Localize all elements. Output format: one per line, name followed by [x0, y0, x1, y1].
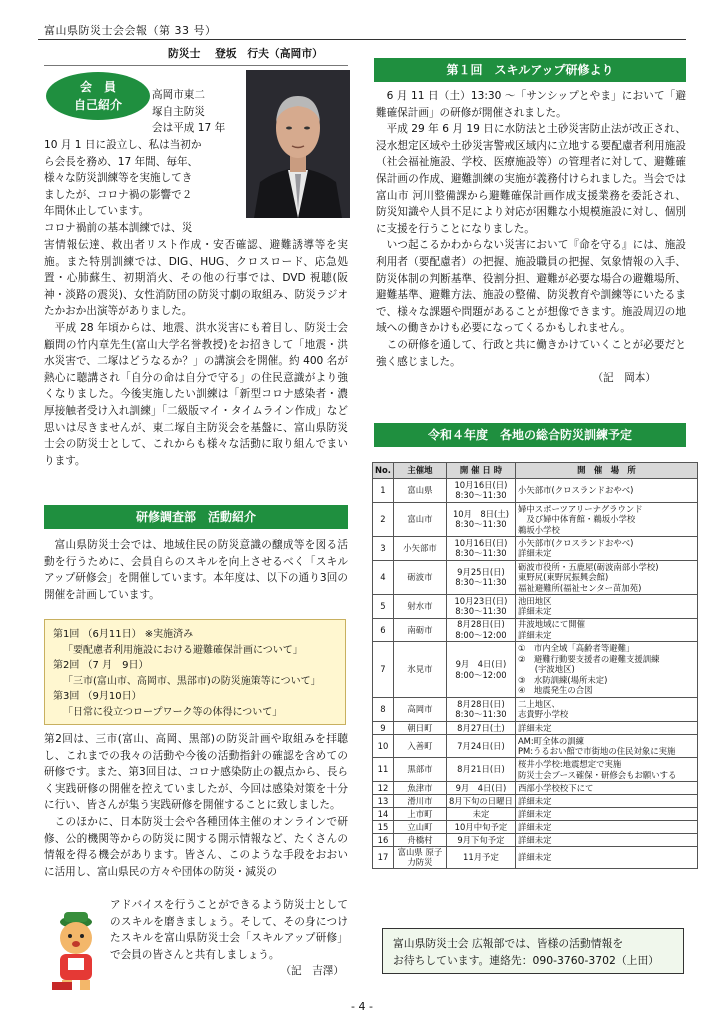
- place-line: 福祉避難所(福祉センター苗加苑): [517, 582, 642, 593]
- place-line: 東野尻(東野尻振興会館): [517, 572, 609, 583]
- table-row: [373, 807, 698, 820]
- skill-paragraph-1: 6 月 11 日（土）13:30 ～「サンシップとやま」において「避難確保計画」の研修が開催されました。: [376, 90, 686, 119]
- cell-place: [515, 642, 697, 698]
- cell-no: 16: [373, 833, 394, 846]
- date-line: 8:30～11:30: [455, 577, 507, 588]
- cell-date: [446, 502, 515, 536]
- cell-place: [515, 536, 697, 560]
- cell-date: [446, 833, 515, 846]
- place-line: 桜井小学校:地震想定で実施: [517, 759, 622, 770]
- activity-paragraph-2: 第2回は、三市(富山、高岡、黒部)の防災計画や取組みを拝聴し、これまでの我々の活動や今後の活動指針の確認を含めての研修です。また、第3回目は、コロナ感染防止の観点から、長らく実践研修の開催を控えていましたが、今回は感染対策を十分に行い、皆さんが集う実践研修を開催することに致しました。: [44, 733, 348, 812]
- place-line: ① 市内全域「高齢者等避難」: [517, 643, 635, 654]
- cell-place: [515, 781, 697, 794]
- cell-date: [446, 734, 515, 758]
- place-line: PM:うるおい館で市街地の住民対象に実施: [517, 746, 676, 757]
- profile-paragraph-2: 平成 28 年頃からは、地震、洪水災害にも着目し、防災士会顧問の竹内章先生(富山大学名誉教授)をお招きして「地震・洪水災害で、二塚はどうなるか？」の講演会を開催。約 400 名が熱心に聴講され「自分の命は自分で守る」の住民意識がより強くなりました。今後実施したい訓練は「新型コロナ感染者・濃厚接触者受け入れ訓練」「二級版マイ・タイムライン作成」など思いは尽きませんが、東二塚自主防災会を基盤に、富山県防災士会の防災士として、これからも様々な活動に取り組んでまいります。: [44, 321, 348, 467]
- cell-place: [515, 618, 697, 642]
- author-name: 防災士 登坂 行夫（高岡市）: [168, 47, 323, 60]
- place-line: 砺波市役所・五鹿屋(砺波南部小学校): [517, 561, 659, 572]
- cell-host: 射水市: [393, 594, 446, 618]
- cell-date: [446, 618, 515, 642]
- place-line: 婦中スポーツアリーナグラウンド: [517, 503, 643, 514]
- date-line: 8:30～11:30: [455, 548, 507, 559]
- place-line: 志貴野小学校: [517, 709, 569, 720]
- table-row: [373, 594, 698, 618]
- cell-place: [515, 594, 697, 618]
- column-header: 開 催 日 時: [446, 463, 515, 479]
- place-line: 詳細未定: [517, 548, 552, 559]
- drill-heading: [374, 423, 686, 447]
- cell-place: [515, 794, 697, 807]
- contact-line-2: お待ちしています。連絡先：090-3760-3702（上田）: [393, 954, 660, 967]
- date-line: 8:00～12:00: [455, 629, 507, 640]
- cell-place: [515, 502, 697, 536]
- activity-heading: [44, 505, 348, 529]
- skill-paragraph-3: いつ起こるかわからない災害において『命を守る』には、施設利用者（要配慮者）の把握、施設職員の把握、気象情報の入手、防災体制の判断基準、役割分担、避難が必要な場合の避難場所、避難基準、避難方法、施設の整備、防災教育や訓練等にいたるまで、様々な課題や問題があることが想像できます。施設周辺の地域への働きかけも必要になってくるかもしれません。: [376, 239, 686, 335]
- cell-date: [446, 758, 515, 782]
- column-header: No.: [373, 463, 394, 479]
- table-row: [373, 758, 698, 782]
- cell-host: 高岡市: [393, 698, 446, 722]
- cell-place: [515, 734, 697, 758]
- date-line: 8:30～11:30: [455, 490, 507, 501]
- drill-heading-text: 令和４年度 各地の総合防災訓練予定: [427, 428, 632, 442]
- date-line: 7月24日(日): [457, 740, 505, 751]
- date-line: 10月16日(日): [454, 479, 508, 490]
- date-line: 未定: [472, 808, 490, 819]
- date-line: 8月下旬の日曜日: [448, 795, 513, 806]
- place-line: 防災士会ブース確保・研修会もお願いする: [517, 769, 677, 780]
- place-line: 小矢部市(クロスランドおやべ): [517, 485, 634, 496]
- place-line: 詳細未定: [517, 629, 552, 640]
- skill-heading-text: 第１回 スキルアップ研修より: [446, 63, 614, 77]
- cell-place: [515, 560, 697, 594]
- cell-no: 4: [373, 560, 394, 594]
- cell-no: 2: [373, 502, 394, 536]
- activity-paragraph-3: このほかに、日本防災士会や各種団体主催のオンラインで研修、公的機関等からの防災に関する開示情報など、たくさんの情報を得る機会があります。皆さん、このような手段をおおいに活用し、富山県民の方々や団体の防災・減災の: [44, 815, 348, 878]
- date-line: 8:00～12:00: [455, 669, 507, 680]
- place-line: 鵜坂小学校: [517, 524, 560, 535]
- skill-paragraph-2: 平成 29 年 6 月 19 日に水防法と土砂災害防止法が改正され、浸水想定区域や土砂災害警戒区域内に立地する要配慮者利用施設（社会福祉施設、学校、医療施設等）の管理者に対して、避難確保計画の作成、避難訓練の実施が義務付けられました。当会では富山市 河川整備課から避難確保計画作成支援業務を委託され、防災知識や人員不足により対応が困難な小規模施設に対し、個別に支援を行うことになりました。: [376, 123, 686, 235]
- plan-line: 「三市(富山市、高岡市、黒部市)の防災施策等について」: [63, 675, 321, 687]
- date-line: 8月28日(日): [457, 698, 505, 709]
- place-line: AM:町全体の訓練: [517, 735, 584, 746]
- cell-date: [446, 479, 515, 503]
- badge-line-1: 会 員: [79, 80, 116, 94]
- cell-place: [515, 721, 697, 734]
- cell-place: [515, 758, 697, 782]
- date-line: 8:30～11:30: [455, 709, 507, 720]
- cell-place: [515, 833, 697, 846]
- wide-line: 年間休止しています。: [44, 205, 150, 218]
- skill-signature: （記 岡本）: [592, 372, 656, 385]
- date-line: 10月中旬予定: [454, 821, 508, 832]
- member-intro-badge: [46, 72, 150, 120]
- date-line: 10月16日(日): [454, 537, 508, 548]
- cell-no: 14: [373, 807, 394, 820]
- table-row: [373, 479, 698, 503]
- column-header: 開 催 場 所: [515, 463, 697, 479]
- contact-line-1: 富山県防災士会 広報部では、皆様の活動情報を: [393, 937, 624, 950]
- cell-date: [446, 846, 515, 868]
- cell-host: 黒部市: [393, 758, 446, 782]
- table-row: [373, 536, 698, 560]
- table-row: [373, 642, 698, 698]
- profile-body: [44, 237, 348, 469]
- cell-no: 6: [373, 618, 394, 642]
- cell-no: 11: [373, 758, 394, 782]
- place-line: 及び婦中体育館・鵜坂小学校: [517, 514, 636, 525]
- author-divider: [44, 65, 348, 66]
- place-line: 西部小学校校下にて: [517, 782, 594, 793]
- table-header-row: [373, 463, 698, 479]
- cell-host: 立山町: [393, 820, 446, 833]
- table-row: [373, 734, 698, 758]
- cell-place: [515, 479, 697, 503]
- wide-line: ら会長を務め、17 年間、毎年、: [44, 155, 199, 168]
- cell-host: 舟橋村: [393, 833, 446, 846]
- cell-place: [515, 807, 697, 820]
- skill-paragraph-4: この研修を通して、行政と共に働きかけていくことが必要だと強く感じました。: [376, 338, 686, 368]
- plan-line: 「要配慮者利用施設における避難確保計画について」: [63, 644, 303, 656]
- date-line: 10月 8日(土): [452, 508, 509, 519]
- wide-line: 10 月 1 日に設立し、私は当初か: [44, 139, 202, 151]
- cell-place: [515, 698, 697, 722]
- place-line: 詳細未定: [517, 722, 552, 733]
- table-row: [373, 698, 698, 722]
- plan-line: 「日常に役立つロープワーク等の体得について」: [63, 706, 283, 718]
- place-line: ④ 地震発生の合図: [517, 685, 593, 696]
- cell-date: [446, 642, 515, 698]
- cell-no: 10: [373, 734, 394, 758]
- page-number: - 4 -: [351, 1000, 373, 1013]
- table-row: [373, 781, 698, 794]
- date-line: 8:30～11:30: [455, 519, 507, 530]
- cell-date: [446, 820, 515, 833]
- activity-intro: [44, 537, 348, 603]
- place-line: 詳細未定: [517, 834, 552, 845]
- profile-wide-text: [44, 137, 244, 237]
- date-line: 9月 4日(日): [455, 782, 507, 793]
- wide-line: ましたが、コロナ禍の影響で２: [44, 188, 193, 201]
- cell-no: 3: [373, 536, 394, 560]
- lead-line: 高岡市東二: [152, 89, 205, 101]
- activity-body-cont: [110, 897, 348, 980]
- date-line: 8月21日(日): [457, 764, 505, 775]
- place-line: 詳細未定: [517, 795, 552, 806]
- mascot-icon: [46, 902, 106, 994]
- place-line: 井波地域にて開催: [517, 619, 585, 630]
- cell-host: 上市町: [393, 807, 446, 820]
- place-line: 詳細未定: [517, 821, 552, 832]
- cell-date: [446, 721, 515, 734]
- place-line: 池田地区: [517, 595, 552, 606]
- cell-no: 9: [373, 721, 394, 734]
- place-line: ③ 水防訓練(場所未定): [517, 674, 608, 685]
- profile-lead-text: [152, 87, 244, 137]
- table-row: [373, 833, 698, 846]
- cell-host: 砺波市: [393, 560, 446, 594]
- place-line: 二上地区、: [517, 698, 560, 709]
- activity-heading-text: 研修調査部 活動紹介: [135, 510, 256, 524]
- table-row: [373, 846, 698, 868]
- place-line: (宇波地区): [517, 664, 575, 675]
- cell-date: [446, 781, 515, 794]
- cell-no: 17: [373, 846, 394, 868]
- cell-no: 13: [373, 794, 394, 807]
- cell-place: [515, 820, 697, 833]
- skill-body: [376, 88, 686, 387]
- place-line: 詳細未定: [517, 808, 552, 819]
- lead-line: 会は平成 17 年: [152, 122, 226, 135]
- cell-date: [446, 698, 515, 722]
- cell-host: 滑川市: [393, 794, 446, 807]
- profile-paragraph-1: 害情報伝達、救出者リスト作成・安否確認、避難誘導等を実施。また特別訓練では、DIG、HUG、クロスロード、応急処置・心肺蘇生、初期消火、その他の行事では、DVD 視聴(阪神・淡路の震災)、女性消防団の防災寸劇の取組み、防災ラジオたかおか出演等がありました。: [44, 239, 348, 318]
- page-header: 富山県防災士会会報（第 33 号）: [44, 24, 217, 37]
- date-line: 9月下旬予定: [457, 834, 505, 845]
- cell-no: 7: [373, 642, 394, 698]
- cell-place: [515, 846, 697, 868]
- cell-host: 富山市: [393, 502, 446, 536]
- contact-box: [382, 928, 684, 974]
- place-line: ② 避難行動要支援者の避難支援訓練: [517, 653, 660, 664]
- date-line: 9月 4日(日): [455, 659, 507, 670]
- cell-date: [446, 794, 515, 807]
- date-line: 8月28日(日): [457, 619, 505, 630]
- date-line: 8:30～11:30: [455, 606, 507, 617]
- table-row: [373, 502, 698, 536]
- cell-no: 12: [373, 781, 394, 794]
- activity-paragraph-1: 富山県防災士会では、地域住民の防災意識の醸成等を図る活動を行うために、会員自らのスキルを向上させるべく「スキルアップ研修会」を開催しています。本年度は、以下の通り3回の開催を計画しています。: [44, 539, 348, 601]
- cell-date: [446, 560, 515, 594]
- table-row: [373, 618, 698, 642]
- plan-line: 第2回 （7 月 9日）: [53, 660, 149, 672]
- table-row: [373, 721, 698, 734]
- mascot-illustration: [46, 902, 106, 994]
- place-line: 小矢部市(クロスランドおやべ): [517, 537, 634, 548]
- cell-no: 1: [373, 479, 394, 503]
- date-line: 10月23日(日): [454, 595, 508, 606]
- wide-line: 様々な防災訓練等を実施してき: [44, 172, 193, 185]
- cell-host: 小矢部市: [393, 536, 446, 560]
- place-line: 詳細未定: [517, 606, 552, 617]
- table-body: [373, 479, 698, 869]
- member-portrait-photo: [246, 70, 350, 218]
- cell-host: 魚津市: [393, 781, 446, 794]
- portrait-illustration: [246, 70, 350, 218]
- header-divider: [38, 39, 686, 40]
- activity-paragraph-3-cont: アドバイスを行うことができるよう防災士としてのスキルを磨きましょう。そして、その身につけたスキルを富山県防災士会「スキルアップ研修」で会員の皆さんと共有しましょう。: [110, 899, 348, 961]
- table-row: [373, 560, 698, 594]
- training-plan-box: [44, 619, 346, 725]
- table-row: [373, 820, 698, 833]
- cell-no: 5: [373, 594, 394, 618]
- cell-host: 富山県: [393, 479, 446, 503]
- column-header: 主催地: [393, 463, 446, 479]
- cell-host: 富山県 原子力防災: [393, 846, 446, 868]
- cell-no: 15: [373, 820, 394, 833]
- cell-no: 8: [373, 698, 394, 722]
- drill-schedule-table: [372, 462, 698, 869]
- cell-host: 朝日町: [393, 721, 446, 734]
- date-line: 8月27日(土): [457, 722, 505, 733]
- plan-line: 第1回 （6月11日） ※実施済み: [53, 629, 194, 640]
- cell-host: 南砺市: [393, 618, 446, 642]
- cell-date: [446, 807, 515, 820]
- plan-line: 第3回 （9月10日）: [53, 691, 142, 703]
- cell-host: 入善町: [393, 734, 446, 758]
- cell-date: [446, 536, 515, 560]
- cell-host: 氷見市: [393, 642, 446, 698]
- badge-line-2: 自己紹介: [73, 98, 122, 112]
- date-line: 11月予定: [463, 852, 499, 863]
- place-line: 詳細未定: [517, 852, 552, 863]
- table-row: [373, 794, 698, 807]
- skill-heading: [374, 58, 686, 82]
- activity-signature: （記 吉澤）: [280, 965, 344, 978]
- cell-date: [446, 594, 515, 618]
- activity-body: [44, 731, 348, 880]
- lead-line: 塚自主防災: [152, 105, 205, 118]
- date-line: 9月25日(日): [457, 566, 505, 577]
- wide-line: コロナ禍前の基本訓練では、災: [44, 221, 193, 234]
